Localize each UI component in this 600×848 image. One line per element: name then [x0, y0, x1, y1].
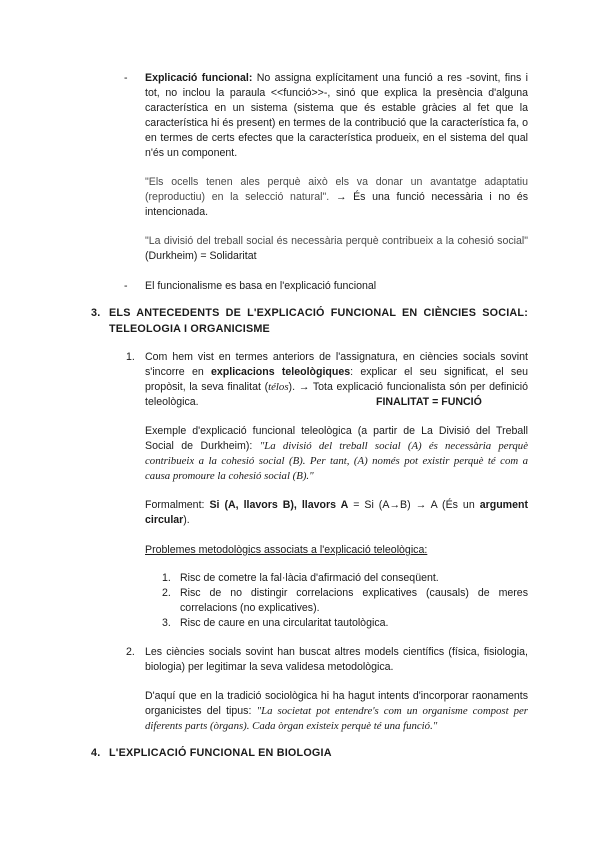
bullet-explicacio-funcional — [145, 71, 528, 161]
finalitat-funcio: FINALITAT = FUNCIÓ — [376, 396, 482, 408]
problem-text: Risc de cometre la fal·làcia d'afirmació del conseqüent. — [180, 572, 439, 584]
organicism-paragraph — [145, 689, 528, 734]
explicacio-funcional-text: No assigna explícitament una funció a res -sovint, fins i tot, no inclou la paraula <<funció>>-, sinó que explica la presència d'alguna característica en un sistema (sistema que és estable gràcies al fet que la característica hi és present) en termes de la contribució que la característica fa, o en termes de certs efectes que la característica produeix, en el sistema del qual n'és un component. — [145, 72, 528, 159]
problems-list — [162, 571, 528, 631]
explicacions-teleologiques: explicacions teleològiques — [211, 366, 351, 378]
formal-rest: = Si (A→B) → A (És un — [348, 499, 480, 511]
problem-text: Risc de no distingir correlacions explicatives (causals) de meres correlacions (no explicatives). — [180, 587, 528, 614]
formal-expression: Si (A, llavors B), llavors A — [209, 499, 349, 511]
section-3-title: ELS ANTECEDENTS DE L'EXPLICACIÓ FUNCIONAL EN CIÈNCIES SOCIAL: TELEOLOGIA I ORGANICISME — [109, 307, 528, 335]
problem-item — [162, 571, 528, 586]
problem-item — [162, 586, 528, 616]
quote-ocells-text: "Els ocells tenen ales perquè això els va donar un avantatge adaptatiu (reproductiu) en la selecció natural". — [145, 176, 528, 203]
quote-divisio-comment: (Durkheim) = Solidaritat — [145, 250, 257, 262]
problem-number: 1. — [162, 572, 171, 584]
quote-ocells — [145, 175, 528, 220]
item-1-number: 1. — [126, 351, 135, 363]
example-intro: Exemple d'explicació funcional teleològica (a partir de La Divisió del Treball Social de Durkheim): — [145, 425, 528, 452]
item-2-paragraph: Les ciències socials sovint han buscat altres models científics (física, fisiologia, biologia) per legitimar la seva validesa metodològica. — [145, 646, 528, 673]
problem-text: Risc de caure en una circularitat tautològica. — [180, 617, 389, 629]
organicism-quote: "La societat pot entendre's com un organisme compost per diferents parts (òrgans). Cada òrgan existeix perquè té una funció." — [145, 705, 528, 732]
section-4-title: L'EXPLICACIÓ FUNCIONAL EN BIOLOGIA — [109, 747, 332, 759]
example-paragraph — [145, 424, 528, 484]
quote-divisio-treball — [145, 234, 528, 264]
item-2-number: 2. — [126, 646, 135, 658]
problem-number: 3. — [162, 617, 171, 629]
section-3-number: 3. — [91, 307, 101, 319]
telos-word: télos — [268, 381, 289, 393]
item-1-text-c: ). → Tota explicació funcionalista són per definició teleològica. — [145, 381, 528, 408]
problem-item — [162, 616, 528, 631]
problems-title: Problemes metodològics associats a l'explicació teleològica: — [145, 544, 428, 556]
bullet-marker: - — [124, 280, 128, 292]
explicacio-funcional-label: Explicació funcional: — [145, 72, 253, 84]
item-1-text-a: Com hem vist en termes anteriors de l'assignatura, en ciències socials sovint s'incorre en — [145, 351, 528, 378]
item-1-text-b: : explicar el seu significat, el seu propòsit, la seva finalitat ( — [145, 366, 528, 393]
example-quote: "La divisió del treball social (A) és necessària perquè contribueix a la cohesió social (B). Per tant, (A) només pot existir perquè té com a causa promoure la cohesió social (B)." — [145, 440, 528, 482]
formal-end: ). — [183, 514, 190, 526]
organicism-intro: D'aquí que en la tradició sociològica hi ha hagut intents d'incorporar raonaments organicistes del tipus: — [145, 690, 528, 717]
quote-ocells-comment: → És una funció necessària i no és intencionada. — [145, 191, 528, 218]
problem-number: 2. — [162, 587, 171, 599]
formal-label: Formalment: — [145, 499, 210, 511]
bullet-funcionalisme: El funcionalisme es basa en l'explicació funcional — [145, 280, 377, 292]
bullet-marker: - — [124, 72, 128, 84]
section-4-number: 4. — [91, 747, 101, 759]
argument-circular: argument circular — [145, 499, 528, 526]
quote-divisio-text: "La divisió del treball social és necessària perquè contribueix a la cohesió social" — [145, 235, 528, 247]
formal-paragraph — [145, 498, 528, 528]
